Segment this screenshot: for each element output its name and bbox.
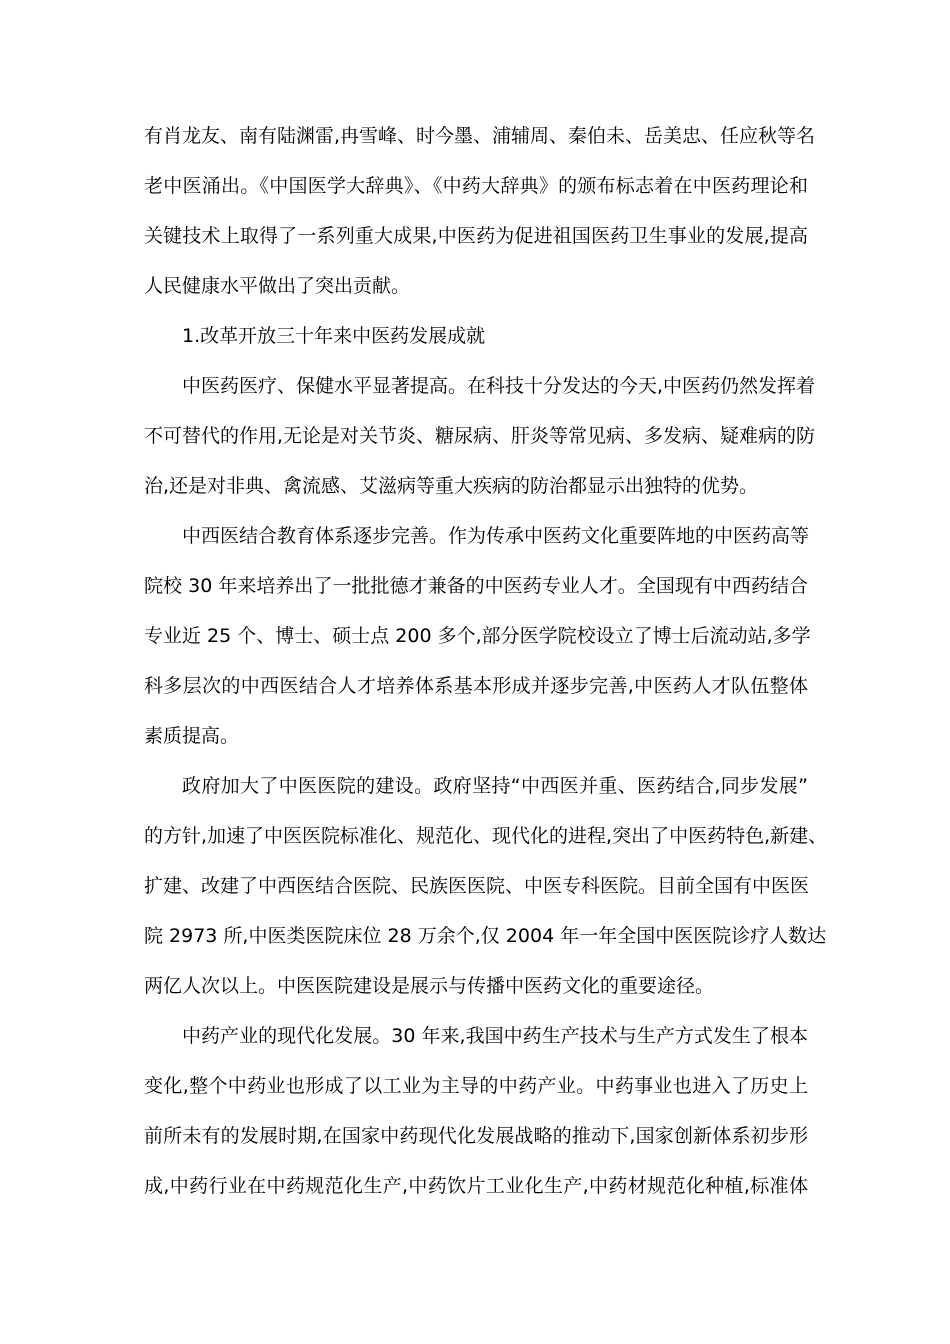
- paragraph-line: 院校 30 年来培养出了一批批德才兼备的中医药专业人才。全国现有中西药结合: [144, 575, 808, 597]
- paragraph-line: 专业近 25 个、博士、硕士点 200 多个,部分医学院校设立了博士后流动站,多学: [144, 625, 811, 647]
- paragraph-line: 成,中药行业在中药规范化生产,中药饮片工业化生产,中药材规范化种植,标准体: [144, 1175, 808, 1197]
- paragraph-line: 素质提高。: [144, 725, 240, 747]
- paragraph-line: 政府加大了中医医院的建设。政府坚持“中西医并重、医药结合,同步发展”: [182, 775, 808, 797]
- paragraph-line: 中医药医疗、保健水平显著提高。在科技十分发达的今天,中医药仍然发挥着: [182, 375, 816, 397]
- paragraph-line: 关键技术上取得了一系列重大成果,中医药为促进祖国医药卫生事业的发展,提高: [144, 225, 808, 247]
- paragraph-line: 治,还是对非典、禽流感、艾滋病等重大疾病的防治都显示出独特的优势。: [144, 475, 759, 497]
- paragraph-line: 中药产业的现代化发展。30 年来,我国中药生产技术与生产方式发生了根本: [182, 1025, 808, 1047]
- paragraph-line: 老中医涌出。《中国医学大辞典》、《中药大辞典》的颁布标志着在中医药理论和: [144, 175, 808, 197]
- paragraph-line: 有肖龙友、南有陆渊雷,冉雪峰、时今墨、浦辅周、秦伯未、岳美忠、任应秋等名: [144, 125, 816, 147]
- paragraph-line: 扩建、改建了中西医结合医院、民族医医院、中医专科医院。目前全国有中医医: [144, 875, 810, 897]
- paragraph-line: 变化,整个中药业也形成了以工业为主导的中药产业。中药事业也进入了历史上: [144, 1075, 808, 1097]
- paragraph-line: 院 2973 所,中医类医院床位 28 万余个,仅 2004 年一年全国中医医院诊疗人数达: [144, 925, 827, 947]
- paragraph-line: 的方针,加速了中医医院标准化、规范化、现代化的进程,突出了中医药特色,新建、: [144, 825, 828, 847]
- paragraph-line: 中西医结合教育体系逐步完善。作为传承中医药文化重要阵地的中医药高等: [182, 525, 810, 547]
- section-heading: 1.改革开放三十年来中医药发展成就: [182, 325, 486, 347]
- paragraph-line: 不可替代的作用,无论是对关节炎、糖尿病、肝炎等常见病、多发病、疑难病的防: [144, 425, 816, 447]
- paragraph-line: 前所未有的发展时期,在国家中药现代化发展战略的推动下,国家创新体系初步形: [144, 1125, 808, 1147]
- paragraph-line: 人民健康水平做出了突出贡献。: [144, 275, 411, 297]
- paragraph-line: 科多层次的中西医结合人才培养体系基本形成并逐步完善,中医药人才队伍整体: [144, 675, 808, 697]
- paragraph-line: 两亿人次以上。中医医院建设是展示与传播中医药文化的重要途径。: [144, 975, 715, 997]
